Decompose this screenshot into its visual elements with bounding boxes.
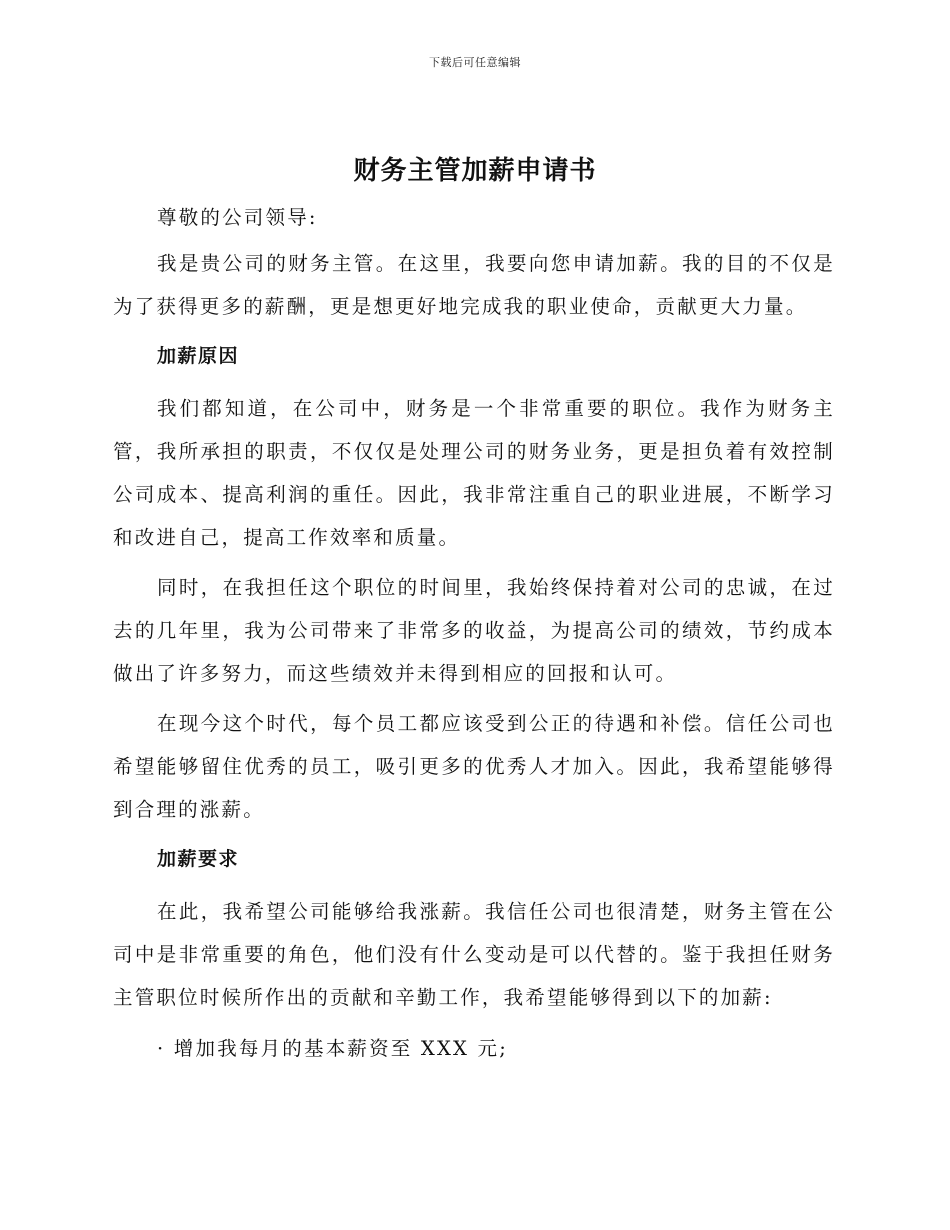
section-heading-reason: 加薪原因 [157,345,240,367]
salutation: 尊敬的公司领导: [157,206,318,229]
page-title: 财务主管加薪申请书 [353,156,597,186]
paragraph-request-1: 在此，我希望公司能够给我涨薪。我信任公司也很清楚，财务主管在公司中是非常重要的角色，他们没有什么变动是可以代替的。鉴于我担任财务主管职位时候所作出的贡献和辛勤工作，我希望能够得到以下的加薪: [113,900,835,1009]
paragraph-reason-2: 同时，在我担任这个职位的时间里，我始终保持着对公司的忠诚，在过去的几年里，我为公司带来了非常多的收益，为提高公司的绩效，节约成本做出了许多努力，而这些绩效并未得到相应的回报和认可。 [113,576,835,685]
bullet-item-salary: · 增加我每月的基本薪资至 XXX 元; [157,1037,509,1060]
paragraph-reason-1: 我们都知道，在公司中，财务是一个非常重要的职位。我作为财务主管，我所承担的职责，不仅仅是处理公司的财务业务，更是担负着有效控制公司成本、提高利润的重任。因此，我非常注重自己的职业进展，不断学习和改进自己，提高工作效率和质量。 [113,397,835,549]
paragraph-reason-3: 在现今这个时代，每个员工都应该受到公正的待遇和补偿。信任公司也希望能够留住优秀的员工，吸引更多的优秀人才加入。因此，我希望能够得到合理的涨薪。 [113,712,835,821]
section-heading-request: 加薪要求 [157,848,240,870]
intro-paragraph: 我是贵公司的财务主管。在这里，我要向您申请加薪。我的目的不仅是为了获得更多的薪酬，更是想更好地完成我的职业使命，贡献更大力量。 [113,252,835,318]
header-note: 下载后可任意编辑 [429,56,521,69]
